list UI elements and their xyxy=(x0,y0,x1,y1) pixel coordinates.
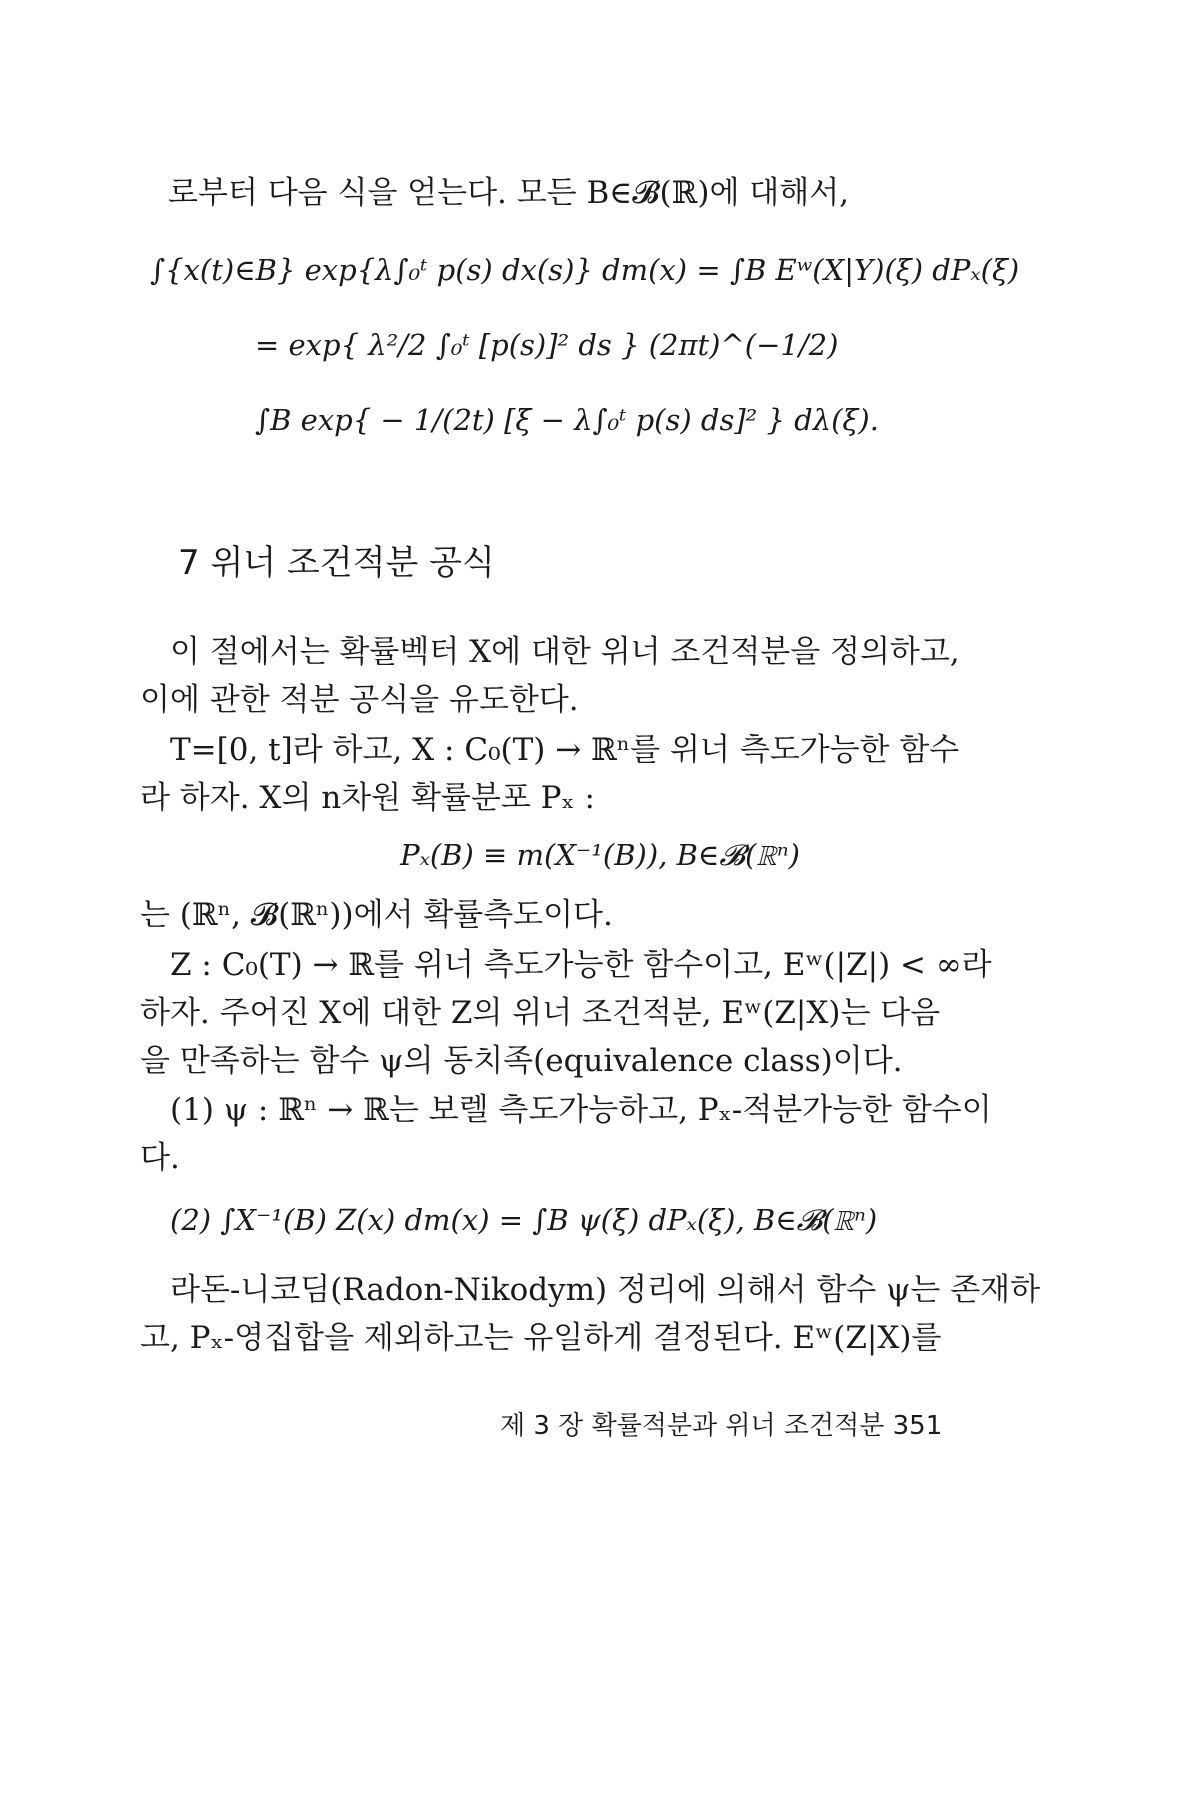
condition-2-formula: (2) ∫X⁻¹(B) Z(x) dm(x) = ∫B ψ(ξ) dPₓ(ξ), B∈𝓑(ℝⁿ) xyxy=(170,1203,878,1237)
probability-distribution-formula: Pₓ(B) ≡ m(X⁻¹(B)), B∈𝓑(ℝⁿ) xyxy=(400,838,800,872)
paragraph-2-line-1: T=[0, t]라 하고, X : C₀(T) → ℝⁿ를 위너 측도가능한 함수 xyxy=(170,732,960,768)
paragraph-1-line-2: 이에 관한 적분 공식을 유도한다. xyxy=(140,682,579,718)
section-title: 7 위너 조건적분 공식 xyxy=(178,543,495,583)
intro-line: 로부터 다음 식을 얻는다. 모든 B∈𝓑(ℝ)에 대해서, xyxy=(168,175,849,211)
paragraph-5-line-2: 고, Pₓ-영집합을 제외하고는 유일하게 결정된다. Eʷ(Z|X)를 xyxy=(140,1320,942,1356)
paragraph-3-line-1: 는 (ℝⁿ, 𝓑(ℝⁿ))에서 확률측도이다. xyxy=(140,897,613,933)
paragraph-4-line-3: 을 만족하는 함수 ψ의 동치족(equivalence class)이다. xyxy=(140,1043,903,1079)
paragraph-4-line-2: 하자. 주어진 X에 대한 Z의 위너 조건적분, Eʷ(Z|X)는 다음 xyxy=(140,995,941,1031)
paragraph-4-line-1: Z : C₀(T) → ℝ를 위너 측도가능한 함수이고, Eʷ(|Z|) < ∞라 xyxy=(170,947,992,983)
equation-line-2: = exp{ λ²/2 ∫₀ᵗ [p(s)]² ds } (2πt)^(−1/2) xyxy=(255,328,839,362)
condition-1-line-2: 다. xyxy=(140,1140,180,1176)
condition-1-line-1: (1) ψ : ℝⁿ → ℝ는 보렐 측도가능하고, Pₓ-적분가능한 함수이 xyxy=(170,1092,992,1128)
paragraph-5-line-1: 라돈-니코딤(Radon-Nikodym) 정리에 의해서 함수 ψ는 존재하 xyxy=(170,1272,1041,1308)
paragraph-2-line-2: 라 하자. X의 n차원 확률분포 Pₓ : xyxy=(140,780,595,816)
paragraph-1-line-1: 이 절에서는 확률벡터 X에 대한 위너 조건적분을 정의하고, xyxy=(170,634,960,670)
page-footer: 제 3 장 확률적분과 위너 조건적분 351 xyxy=(500,1411,943,1441)
equation-line-3: ∫B exp{ − 1/(2t) [ξ − λ∫₀ᵗ p(s) ds]² } dλ(ξ). xyxy=(255,403,879,437)
equation-line-1: ∫{x(t)∈B} exp{λ∫₀ᵗ p(s) dx(s)} dm(x) = ∫B Eʷ(X|Y)(ξ) dPₓ(ξ) xyxy=(150,253,1020,287)
